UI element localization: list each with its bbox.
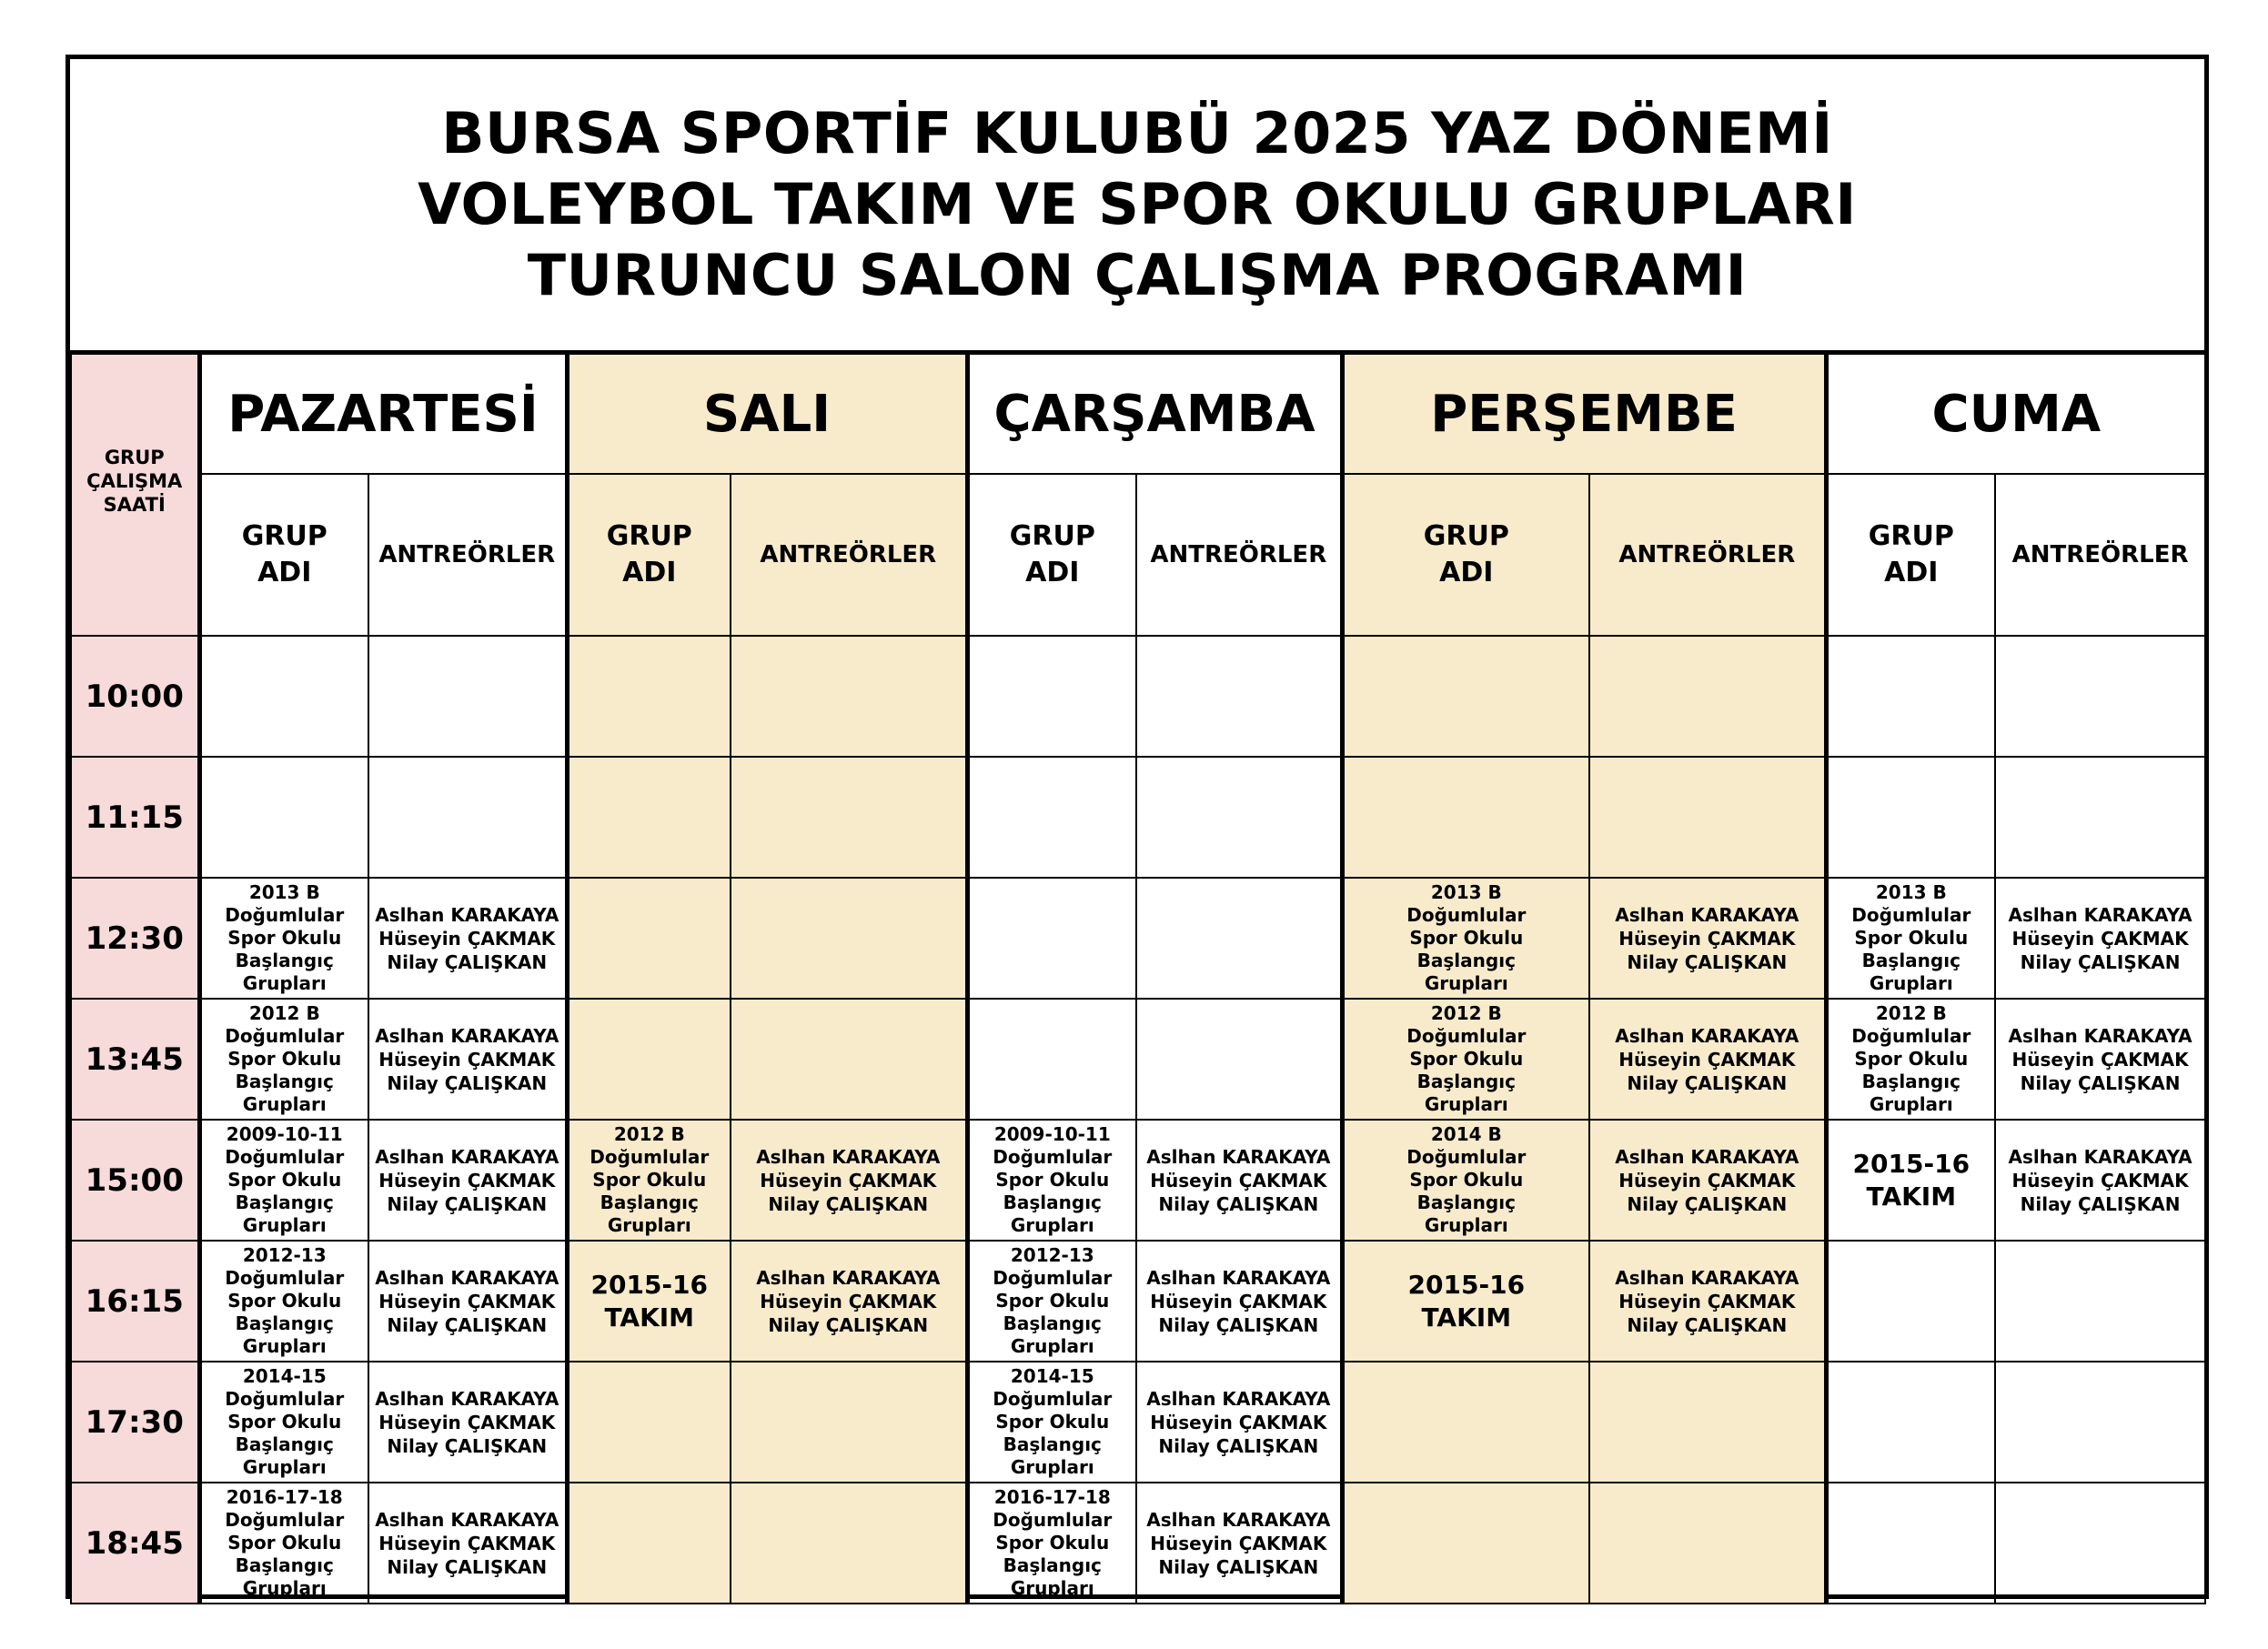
group-name-cell: 2015-16 TAKIM: [1342, 1241, 1589, 1362]
group-name-cell: 2014-15 Doğumlular Spor Okulu Başlangıç Grupları: [199, 1362, 368, 1483]
coaches-cell: [1995, 1241, 2205, 1362]
coaches-cell: [731, 1362, 967, 1483]
group-name-cell: [1826, 757, 1995, 878]
coaches-cell: Aslhan KARAKAYA Hüseyin ÇAKMAK Nilay ÇALIŞKAN: [1589, 999, 1826, 1120]
coaches-header: ANTREÖRLER: [731, 474, 967, 636]
group-name-cell: [567, 757, 731, 878]
group-name-cell: [567, 1483, 731, 1604]
group-name-cell: 2009-10-11 Doğumlular Spor Okulu Başlangıç Grupları: [199, 1120, 368, 1241]
day-header-persembe: PERŞEMBE: [1342, 354, 1826, 474]
time-slot-label: 13:45: [71, 999, 199, 1120]
group-name-cell: [199, 757, 368, 878]
title-line-2: VOLEYBOL TAKIM VE SPOR OKULU GRUPLARI: [418, 171, 1857, 237]
group-name-cell: [1826, 1483, 1995, 1604]
coaches-cell: Aslhan KARAKAYA Hüseyin ÇAKMAK Nilay ÇALIŞKAN: [1136, 1120, 1342, 1241]
coaches-cell: Aslhan KARAKAYA Hüseyin ÇAKMAK Nilay ÇALIŞKAN: [368, 1241, 567, 1362]
time-slot-label: 12:30: [71, 878, 199, 999]
coaches-header: ANTREÖRLER: [1995, 474, 2205, 636]
schedule-frame: [66, 55, 2209, 1599]
day-header-cuma: CUMA: [1826, 354, 2205, 474]
group-name-cell: [567, 636, 731, 757]
group-name-header: GRUP ADI: [1342, 474, 1589, 636]
group-name-header: GRUP ADI: [199, 474, 368, 636]
group-name-cell: [967, 757, 1136, 878]
coaches-cell: [1995, 1362, 2205, 1483]
coaches-header: ANTREÖRLER: [368, 474, 567, 636]
time-slot-row: [71, 1362, 2205, 1483]
time-slot-label: 17:30: [71, 1362, 199, 1483]
group-name-cell: 2012 B Doğumlular Spor Okulu Başlangıç Grupları: [567, 1120, 731, 1241]
group-name-cell: [967, 878, 1136, 999]
day-header-row: [71, 354, 2205, 474]
day-header-carsamba: ÇARŞAMBA: [967, 354, 1342, 474]
group-name-cell: 2012 B Doğumlular Spor Okulu Başlangıç Grupları: [199, 999, 368, 1120]
coaches-cell: Aslhan KARAKAYA Hüseyin ÇAKMAK Nilay ÇALIŞKAN: [731, 1120, 967, 1241]
subheader-row: [71, 474, 2205, 636]
group-name-cell: [567, 999, 731, 1120]
group-name-cell: 2012 B Doğumlular Spor Okulu Başlangıç Grupları: [1342, 999, 1589, 1120]
group-name-cell: [1342, 1362, 1589, 1483]
group-name-cell: [567, 878, 731, 999]
coaches-cell: [1589, 1362, 1826, 1483]
coaches-cell: Aslhan KARAKAYA Hüseyin ÇAKMAK Nilay ÇALIŞKAN: [1995, 999, 2205, 1120]
coaches-cell: [368, 757, 567, 878]
group-name-cell: [967, 999, 1136, 1120]
coaches-cell: Aslhan KARAKAYA Hüseyin ÇAKMAK Nilay ÇALIŞKAN: [1589, 878, 1826, 999]
group-name-cell: 2015-16 TAKIM: [1826, 1120, 1995, 1241]
group-name-header: GRUP ADI: [967, 474, 1136, 636]
group-name-cell: 2015-16 TAKIM: [567, 1241, 731, 1362]
time-slot-row: [71, 636, 2205, 757]
group-name-cell: 2016-17-18 Doğumlular Spor Okulu Başlangıç Grupları: [967, 1483, 1136, 1604]
coaches-header: ANTREÖRLER: [1136, 474, 1342, 636]
group-name-cell: [1826, 1241, 1995, 1362]
coaches-cell: [1136, 757, 1342, 878]
group-name-cell: 2012-13 Doğumlular Spor Okulu Başlangıç Grupları: [967, 1241, 1136, 1362]
coaches-cell: [1995, 636, 2205, 757]
coaches-cell: [1589, 1483, 1826, 1604]
coaches-cell: [731, 999, 967, 1120]
group-name-cell: [1826, 636, 1995, 757]
title-line-1: BURSA SPORTİF KULUBÜ 2025 YAZ DÖNEMİ: [441, 100, 1833, 166]
time-slot-label: 10:00: [71, 636, 199, 757]
time-slot-row: [71, 999, 2205, 1120]
coaches-cell: Aslhan KARAKAYA Hüseyin ÇAKMAK Nilay ÇALIŞKAN: [368, 1483, 567, 1604]
time-slot-label: 16:15: [71, 1241, 199, 1362]
time-slot-row: [71, 1483, 2205, 1604]
group-name-cell: [1342, 1483, 1589, 1604]
coaches-cell: Aslhan KARAKAYA Hüseyin ÇAKMAK Nilay ÇALIŞKAN: [368, 1362, 567, 1483]
coaches-cell: [1136, 878, 1342, 999]
time-slot-label: 18:45: [71, 1483, 199, 1604]
day-header-sali: SALI: [567, 354, 967, 474]
coaches-cell: Aslhan KARAKAYA Hüseyin ÇAKMAK Nilay ÇALIŞKAN: [368, 999, 567, 1120]
coaches-cell: [731, 757, 967, 878]
coaches-cell: Aslhan KARAKAYA Hüseyin ÇAKMAK Nilay ÇALIŞKAN: [1589, 1120, 1826, 1241]
time-slot-row: [71, 1241, 2205, 1362]
coaches-cell: Aslhan KARAKAYA Hüseyin ÇAKMAK Nilay ÇALIŞKAN: [1136, 1362, 1342, 1483]
time-slot-label: 15:00: [71, 1120, 199, 1241]
group-name-cell: [1342, 636, 1589, 757]
group-name-cell: [967, 636, 1136, 757]
time-slot-row: [71, 878, 2205, 999]
coaches-cell: [1995, 757, 2205, 878]
coaches-cell: [1589, 636, 1826, 757]
document-title: [70, 59, 2204, 355]
time-slot-row: [71, 757, 2205, 878]
coaches-cell: [1995, 1483, 2205, 1604]
hour-column-header: GRUP ÇALIŞMA SAATİ: [71, 354, 199, 636]
coaches-cell: Aslhan KARAKAYA Hüseyin ÇAKMAK Nilay ÇALIŞKAN: [731, 1241, 967, 1362]
group-name-cell: [567, 1362, 731, 1483]
group-name-cell: 2013 B Doğumlular Spor Okulu Başlangıç Grupları: [1342, 878, 1589, 999]
group-name-cell: 2013 B Doğumlular Spor Okulu Başlangıç Grupları: [199, 878, 368, 999]
coaches-cell: [1136, 999, 1342, 1120]
coaches-cell: Aslhan KARAKAYA Hüseyin ÇAKMAK Nilay ÇALIŞKAN: [1995, 1120, 2205, 1241]
coaches-cell: [731, 1483, 967, 1604]
title-line-3: TURUNCU SALON ÇALIŞMA PROGRAMI: [527, 242, 1748, 308]
group-name-cell: 2014-15 Doğumlular Spor Okulu Başlangıç Grupları: [967, 1362, 1136, 1483]
coaches-cell: Aslhan KARAKAYA Hüseyin ÇAKMAK Nilay ÇALIŞKAN: [1136, 1483, 1342, 1604]
time-slot-label: 11:15: [71, 757, 199, 878]
coaches-cell: [731, 878, 967, 999]
group-name-cell: 2012-13 Doğumlular Spor Okulu Başlangıç Grupları: [199, 1241, 368, 1362]
coaches-cell: Aslhan KARAKAYA Hüseyin ÇAKMAK Nilay ÇALIŞKAN: [1995, 878, 2205, 999]
group-name-cell: 2016-17-18 Doğumlular Spor Okulu Başlangıç Grupları: [199, 1483, 368, 1604]
group-name-cell: 2009-10-11 Doğumlular Spor Okulu Başlangıç Grupları: [967, 1120, 1136, 1241]
group-name-cell: 2013 B Doğumlular Spor Okulu Başlangıç Grupları: [1826, 878, 1995, 999]
coaches-cell: [1589, 757, 1826, 878]
day-header-pazartesi: PAZARTESİ: [199, 354, 567, 474]
coaches-cell: [368, 636, 567, 757]
coaches-cell: Aslhan KARAKAYA Hüseyin ÇAKMAK Nilay ÇALIŞKAN: [1589, 1241, 1826, 1362]
group-name-cell: 2012 B Doğumlular Spor Okulu Başlangıç Grupları: [1826, 999, 1995, 1120]
coaches-cell: Aslhan KARAKAYA Hüseyin ÇAKMAK Nilay ÇALIŞKAN: [368, 1120, 567, 1241]
coaches-cell: [1136, 636, 1342, 757]
group-name-cell: [199, 636, 368, 757]
group-name-cell: [1826, 1362, 1995, 1483]
group-name-header: GRUP ADI: [1826, 474, 1995, 636]
group-name-cell: 2014 B Doğumlular Spor Okulu Başlangıç Grupları: [1342, 1120, 1589, 1241]
group-name-cell: [1342, 757, 1589, 878]
coaches-header: ANTREÖRLER: [1589, 474, 1826, 636]
coaches-cell: Aslhan KARAKAYA Hüseyin ÇAKMAK Nilay ÇALIŞKAN: [368, 878, 567, 999]
schedule-table: [70, 353, 2206, 1604]
coaches-cell: Aslhan KARAKAYA Hüseyin ÇAKMAK Nilay ÇALIŞKAN: [1136, 1241, 1342, 1362]
group-name-header: GRUP ADI: [567, 474, 731, 636]
time-slot-row: [71, 1120, 2205, 1241]
coaches-cell: [731, 636, 967, 757]
